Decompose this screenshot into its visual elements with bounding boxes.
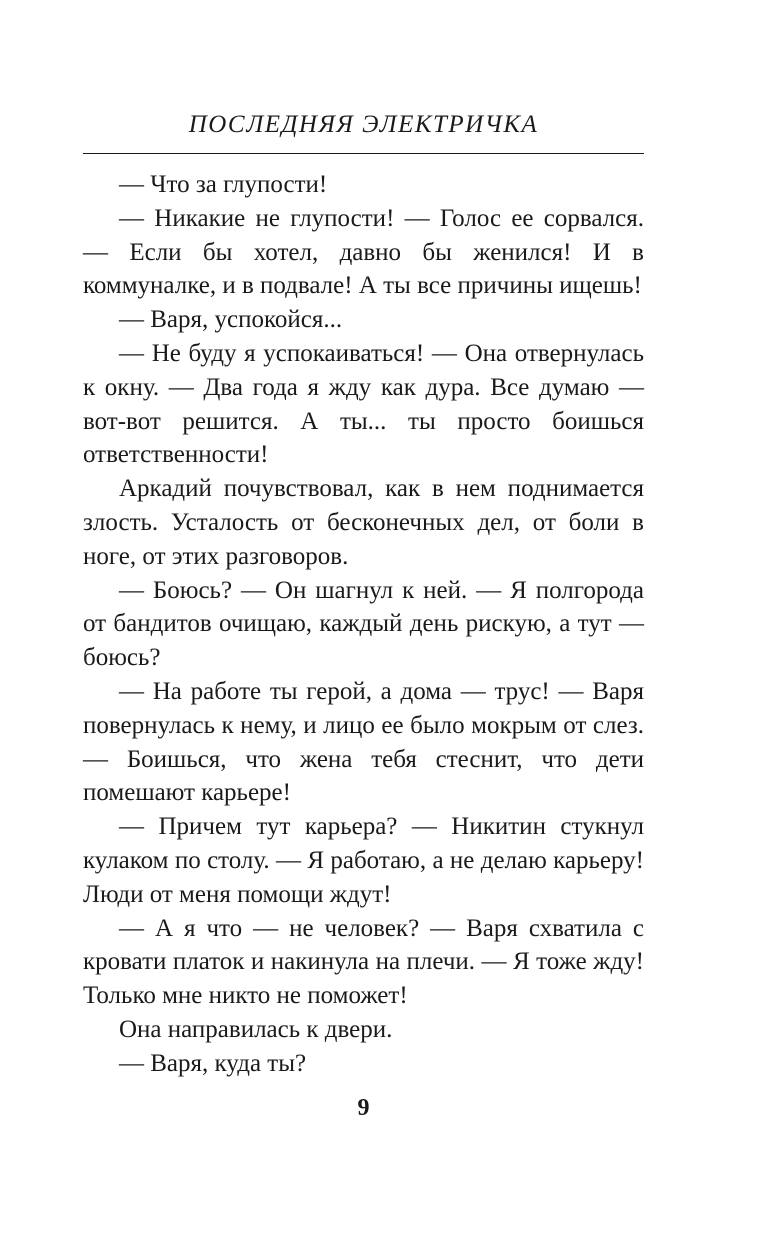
paragraph: — Не буду я успокаиваться! — Она отвернулась к окну. — Два года я жду как дура. Все думаю — вот-вот решится. А ты... ты просто боишься ответственности!: [83, 339, 644, 469]
paragraph: — Боюсь? — Он шагнул к ней. — Я полгорода от бандитов очищаю, каждый день рискую, а тут — боюсь?: [83, 576, 644, 672]
paragraph: — Никакие не глупости! — Голос ее сорвался. — Если бы хотел, давно бы женился! И в коммуналке, и в подвале! А ты все причины ищешь!: [83, 204, 644, 300]
body-text: [83, 168, 644, 1081]
paragraph: Аркадий почувствовал, как в нем поднимается злость. Усталость от бесконечных дел, от боли в ноге, от этих разговоров.: [83, 475, 644, 570]
page-number: 9: [357, 1095, 370, 1121]
running-head-title: ПОСЛЕДНЯЯ ЭЛЕКТРИЧКА: [188, 111, 539, 138]
paragraph: — Варя, успокойся...: [119, 306, 343, 334]
paragraph: — Причем тут карьера? — Никитин стукнул кулаком по столу. — Я работаю, а не делаю карьеру! Люди от меня помощи ждут!: [83, 813, 644, 908]
paragraph: Она направилась к двери.: [119, 1015, 393, 1043]
paragraph: — Варя, куда ты?: [119, 1049, 307, 1077]
paragraph: — А я что — не человек? — Варя схватила с кровати платок и накинула на плечи. — Я тоже жду! Только мне никто не поможет!: [83, 914, 644, 1010]
header-rule: [83, 153, 644, 154]
paragraph: — На работе ты герой, а дома — трус! — Варя повернулась к нему, и лицо ее было мокрым от слез. — Боишься, что жена тебя стеснит, что дети помешают карьере!: [83, 677, 644, 807]
paragraph: — Что за глупости!: [119, 171, 328, 198]
